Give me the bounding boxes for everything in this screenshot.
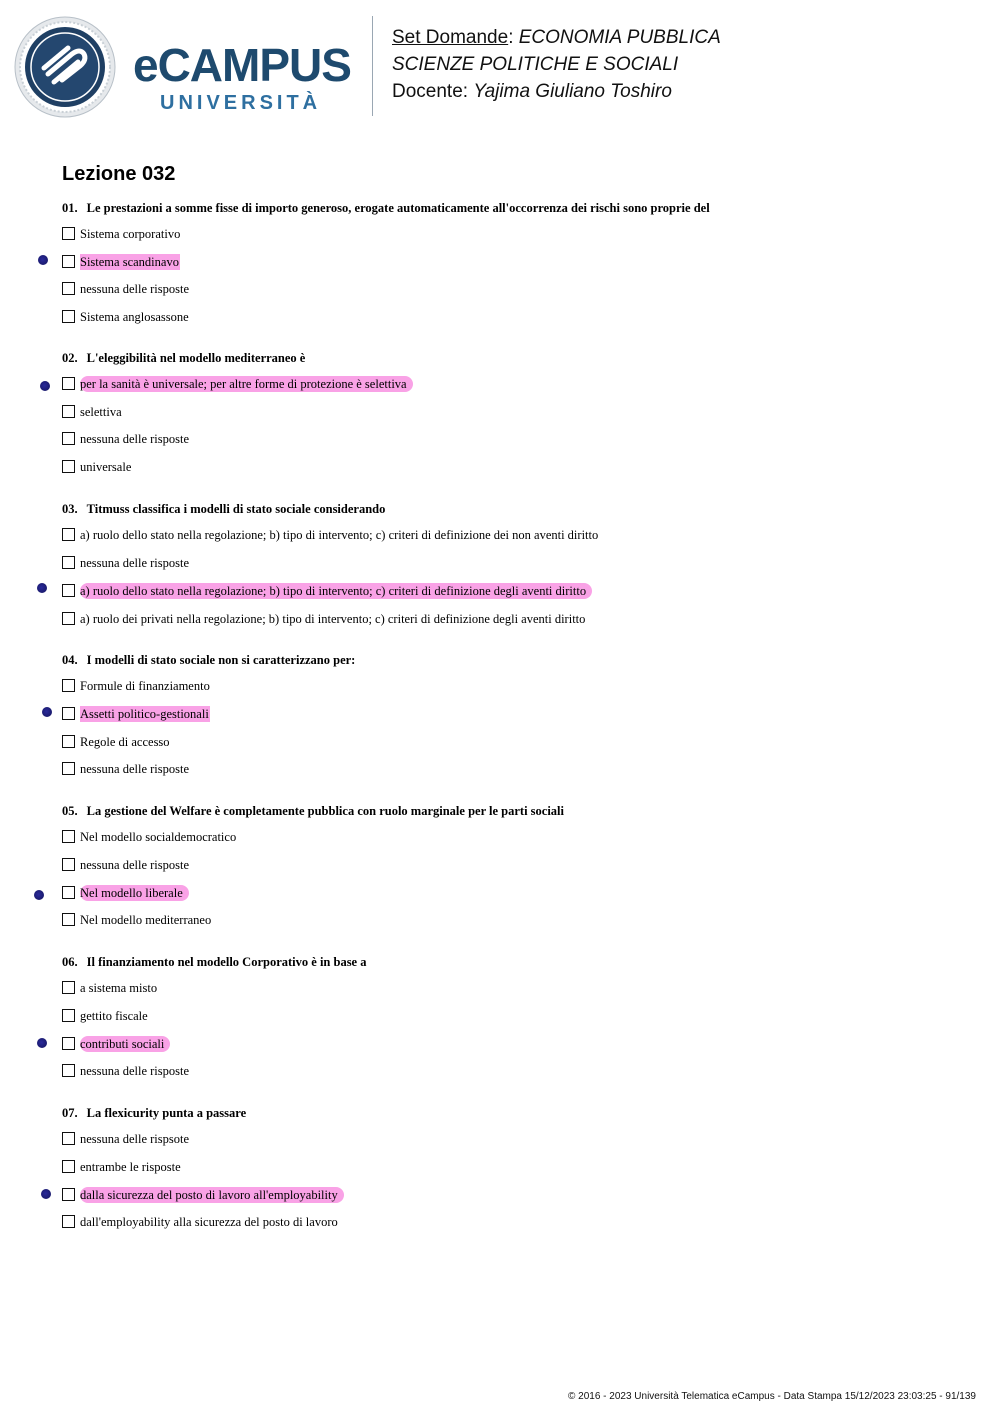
answer-text: a) ruolo dei privati nella regolazione; b) tipo di intervento; c) criteri di definizione degli aventi diritto — [80, 612, 586, 626]
checkbox[interactable] — [62, 886, 75, 899]
answer-text: a) ruolo dello stato nella regolazione; b) tipo di intervento; c) criteri di definizione degli aventi diritto — [80, 583, 592, 599]
set-value: ECONOMIA PUBBLICA — [518, 27, 721, 48]
checkbox[interactable] — [62, 1132, 75, 1145]
question-text: Titmuss classifica i modelli di stato sociale considerando — [86, 502, 386, 516]
answer-text: universale — [80, 460, 132, 474]
answer-text: per la sanità è universale; per altre forme di protezione è selettiva — [80, 376, 413, 392]
answer-text: nessuna delle risposte — [80, 556, 190, 570]
set-label: Set Domande — [392, 27, 509, 48]
checkbox[interactable] — [62, 913, 75, 926]
checkbox[interactable] — [62, 556, 75, 569]
checkbox[interactable] — [62, 1160, 75, 1173]
selection-mark-icon — [34, 890, 44, 900]
header-info: Set Domande: ECONOMIA PUBBLICA SCIENZE POLITICHE E SOCIALI Docente: Yajima Giuliano Toshiro — [392, 27, 721, 102]
question-title — [62, 804, 564, 819]
brand-subtitle: UNIVERSITÀ — [160, 92, 322, 114]
checkbox[interactable] — [62, 1009, 75, 1022]
checkbox[interactable] — [62, 830, 75, 843]
page-footer: © 2016 - 2023 Università Telematica eCampus - Data Stampa 15/12/2023 23:03:25 - 91/139 — [568, 1391, 976, 1402]
answer-text: Nel modello liberale — [80, 885, 189, 901]
answer-text: entrambe le risposte — [80, 1160, 181, 1174]
checkbox[interactable] — [62, 584, 75, 597]
checkbox[interactable] — [62, 227, 75, 240]
answer-text: nessuna delle risposte — [80, 1064, 190, 1078]
checkbox[interactable] — [62, 460, 75, 473]
answer-text: Assetti politico-gestionali — [80, 707, 209, 721]
university-seal-icon — [14, 16, 116, 118]
question-number: 06. — [62, 955, 78, 969]
question-number: 05. — [62, 804, 78, 818]
answer-text: a) ruolo dello stato nella regolazione; b) tipo di intervento; c) criteri di definizione dei non aventi diritto — [80, 528, 599, 542]
checkbox[interactable] — [62, 707, 75, 720]
question-number: 04. — [62, 653, 78, 667]
answer-text: Regole di accesso — [80, 735, 170, 749]
answer-text: Formule di finanziamento — [80, 679, 210, 693]
checkbox[interactable] — [62, 1064, 75, 1077]
question-text: Le prestazioni a somme fisse di importo generoso, erogate automaticamente all'occorrenza dei rischi sono proprie del — [86, 201, 710, 215]
checkbox[interactable] — [62, 1037, 75, 1050]
selection-mark-icon — [37, 1038, 47, 1048]
selection-mark-icon — [40, 381, 50, 391]
selection-mark-icon — [38, 255, 48, 265]
checkbox[interactable] — [62, 858, 75, 871]
question-title — [62, 1106, 246, 1121]
answer-text: nessuna delle risposte — [80, 282, 190, 296]
answer-text: contributi sociali — [80, 1036, 170, 1052]
selection-mark-icon — [37, 583, 47, 593]
question-title — [62, 201, 710, 216]
question-number: 02. — [62, 351, 78, 365]
checkbox[interactable] — [62, 1215, 75, 1228]
answer-text: dall'employability alla sicurezza del posto di lavoro — [80, 1215, 338, 1229]
answer-text: Nel modello mediterraneo — [80, 913, 212, 927]
answer-text: a sistema misto — [80, 981, 158, 995]
question-title — [62, 955, 366, 970]
checkbox[interactable] — [62, 981, 75, 994]
answer-text: Sistema anglosassone — [80, 310, 189, 324]
answer-text: Sistema corporativo — [80, 227, 181, 241]
question-text: La flexicurity punta a passare — [86, 1106, 247, 1120]
answer-text: Nel modello socialdemocratico — [80, 830, 237, 844]
question-text: I modelli di stato sociale non si caratterizzano per: — [86, 653, 356, 667]
question-title — [62, 653, 355, 668]
checkbox[interactable] — [62, 735, 75, 748]
course-name: SCIENZE POLITICHE E SOCIALI — [392, 54, 679, 75]
lesson-title: Lezione 032 — [62, 163, 176, 185]
selection-mark-icon — [41, 1189, 51, 1199]
brand-name: eCAMPUS — [133, 39, 351, 91]
question-number: 01. — [62, 201, 78, 215]
question-text: La gestione del Welfare è completamente pubblica con ruolo marginale per le parti sociali — [86, 804, 565, 818]
question-text: L'eleggibilità nel modello mediterraneo è — [86, 351, 306, 365]
answer-text: dalla sicurezza del posto di lavoro all'employability — [80, 1187, 344, 1203]
teacher-name: Yajima Giuliano Toshiro — [473, 81, 672, 102]
question-number: 03. — [62, 502, 78, 516]
question-title — [62, 502, 385, 517]
answer-text: selettiva — [80, 405, 122, 419]
checkbox[interactable] — [62, 310, 75, 323]
header-divider — [372, 16, 373, 116]
ecampus-logo — [14, 16, 359, 120]
checkbox[interactable] — [62, 612, 75, 625]
checkbox[interactable] — [62, 762, 75, 775]
checkbox[interactable] — [62, 528, 75, 541]
checkbox[interactable] — [62, 255, 75, 268]
selection-mark-icon — [42, 707, 52, 717]
checkbox[interactable] — [62, 405, 75, 418]
question-title — [62, 351, 305, 366]
answer-text: Sistema scandinavo — [80, 255, 179, 269]
answer-text: nessuna delle rispsote — [80, 1132, 190, 1146]
checkbox[interactable] — [62, 432, 75, 445]
checkbox[interactable] — [62, 679, 75, 692]
checkbox[interactable] — [62, 377, 75, 390]
question-number: 07. — [62, 1106, 78, 1120]
question-text: Il finanziamento nel modello Corporativo è in base a — [86, 955, 367, 969]
checkbox[interactable] — [62, 1188, 75, 1201]
answer-text: nessuna delle risposte — [80, 432, 190, 446]
checkbox[interactable] — [62, 282, 75, 295]
answer-text: nessuna delle risposte — [80, 858, 190, 872]
answer-text: nessuna delle risposte — [80, 762, 190, 776]
teacher-label: Docente — [392, 81, 463, 102]
answer-text: gettito fiscale — [80, 1009, 148, 1023]
